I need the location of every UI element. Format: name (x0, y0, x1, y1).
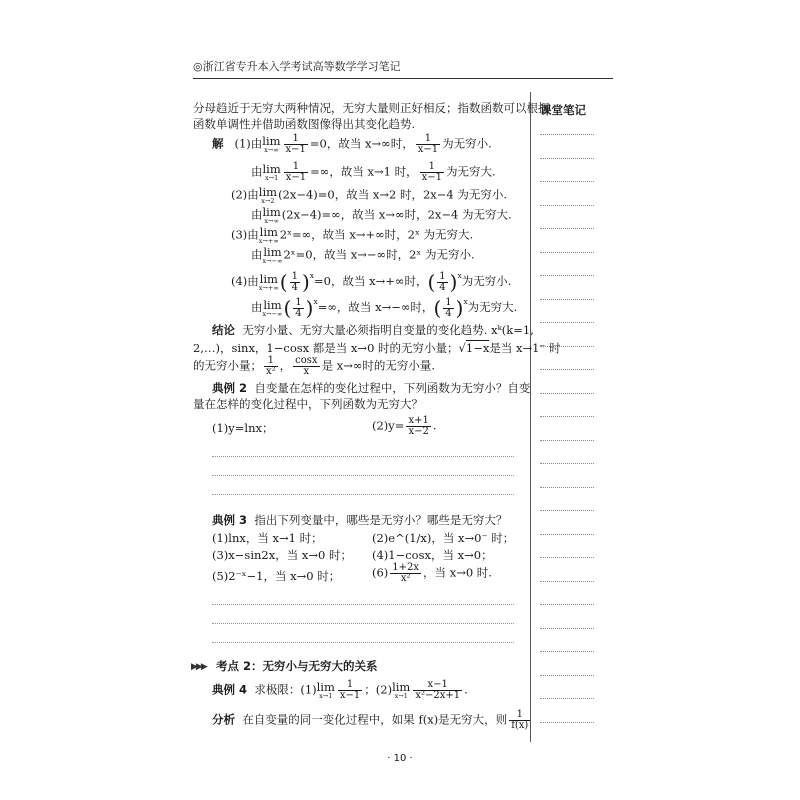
text: 2ˣ=0，故当 x→−∞时，2ˣ 为无穷小. (283, 247, 475, 262)
fraction: $\frac{1}{4}$ (445, 296, 452, 319)
note-line (540, 463, 594, 464)
example3-item-6 (372, 563, 492, 584)
sqrt-expression: 1−x (465, 341, 490, 355)
superscript: x (463, 297, 468, 306)
solution-line-3 (231, 186, 507, 205)
note-line (540, 416, 594, 417)
example4-label: 典例 4 (212, 682, 248, 697)
example2-item-2 (372, 416, 436, 437)
text: 无穷小量、无穷大量必须指明自变量的变化趋势. xᵏ(k=1, (242, 323, 534, 337)
text: 由 (251, 164, 263, 179)
solution-label: 解 (212, 136, 224, 151)
text: =∞，故当 x→1 时， (310, 164, 418, 179)
text: (3)由 (231, 227, 259, 242)
answer-line (212, 604, 514, 605)
text: (1)由 (234, 136, 263, 151)
solution-line-6 (251, 246, 475, 265)
text: (2)由 (231, 187, 259, 202)
text: (2)y= (372, 418, 405, 433)
note-line (540, 228, 594, 229)
text: 在自变量的同一变化过程中，如果 f(x)是无穷大，则 (242, 712, 508, 727)
limit-symbol: lim x→∞ (262, 134, 281, 154)
fraction: $\frac{x-1}{\text{x²−2x+1}}$ (415, 679, 461, 701)
note-line (540, 440, 594, 441)
limit-symbol: lim x→+∞ (258, 271, 279, 292)
text: 2,…)，sinx，1−cosx 都是当 x→0 时的无穷小量； (193, 341, 459, 355)
text: =0，故当 x→+∞时， (314, 274, 428, 288)
solution-line-7: (4)由 lim x→+∞ ( $\frac{1}{4}$ )$^x$=0，故当 x→+∞时，( $\frac{1}{4}$ )$^x$为无穷小. (231, 270, 512, 294)
example3-line-1 (212, 512, 507, 528)
limit-symbol: lim x→−∞ (262, 297, 283, 318)
example2-line-1 (212, 380, 530, 396)
solution-line-2 (251, 162, 496, 183)
text: (2x−4)=∞，故当 x→∞时，2x−4 为无穷大. (281, 207, 512, 222)
limit-symbol: lim x→1 (316, 680, 335, 700)
example3-label: 典例 3 (212, 513, 248, 527)
note-line (540, 369, 594, 370)
example3-item-3: (3)x−sin2x，当 x→0 时； (212, 548, 352, 562)
text: ，当 x→0 时. (423, 565, 492, 580)
text: 为无穷大. (467, 300, 518, 314)
note-line (540, 134, 594, 135)
text: 为无穷大. (446, 164, 496, 179)
solution-line-4 (251, 206, 512, 225)
text: 的无穷小量； (193, 358, 262, 373)
note-line (540, 722, 594, 723)
solution-line-1 (212, 134, 492, 155)
limit-symbol: lim x→1 (392, 680, 411, 700)
example3-item-2: (2)e^(1/x)，当 x→0⁻ 时； (372, 531, 515, 545)
example4-line (212, 680, 468, 701)
limit-symbol: lim x→∞ (262, 205, 281, 225)
note-line (540, 581, 594, 582)
text: . (464, 682, 468, 697)
answer-line (212, 494, 514, 495)
fraction: $\frac{1}{4}$ (439, 270, 446, 293)
fraction: $\frac{1+2x}{\text{x²}}$ (392, 562, 420, 584)
example2-line-2: 量在怎样的变化过程中，下列函数为无穷大？ (193, 397, 423, 411)
note-line (540, 604, 594, 605)
text: ， (279, 358, 292, 373)
analysis-line (212, 710, 532, 731)
note-line (540, 534, 594, 535)
text: 由 (251, 247, 263, 262)
text: 由 (251, 300, 263, 314)
analysis-label: 分析 (212, 712, 235, 727)
fraction: $\frac{1}{x-1}$ (421, 161, 443, 183)
text: =0，故当 x→∞时， (309, 136, 414, 151)
note-line (540, 205, 594, 206)
fraction: $\frac{x+1}{x-2}$ (408, 415, 429, 437)
answer-line (212, 642, 514, 643)
text: =∞，故当 x→−∞时， (317, 300, 434, 314)
superscript: x (457, 271, 462, 280)
example2-item-1: (1)y=lnx； (212, 421, 274, 435)
notes-title: 课堂笔记 (540, 103, 586, 117)
fraction: $\frac{1}{x-1}$ (285, 161, 307, 183)
note-line (540, 181, 594, 182)
solution-line-8: 由 lim x→−∞ ( $\frac{1}{4}$ )$^x$=∞，故当 x→−∞时，( $\frac{1}{4}$ )$^x$为无穷大. (251, 296, 518, 320)
conclusion-line-1 (212, 322, 534, 338)
text: 由 (251, 207, 263, 222)
note-line (540, 675, 594, 676)
fraction: $\frac{1}{4}$ (295, 296, 302, 319)
note-line (540, 651, 594, 652)
text: 自变量在怎样的变化过程中，下列函数为无穷小？自变 (254, 381, 531, 395)
fraction: $\frac{1}{4}$ (291, 270, 298, 293)
text: ；(2) (364, 682, 393, 697)
conclusion-line-3 (193, 356, 435, 377)
text: (6) (372, 565, 389, 580)
example3-item-4: (4)1−cosx，当 x→0； (372, 548, 493, 562)
note-line (540, 252, 594, 253)
running-header: ◎浙江省专升本入学考试高等数学学习笔记 (193, 60, 401, 73)
conclusion-line-2: 2,…)，sinx，1−cosx 都是当 x→0 时的无穷小量；√1−x是当 x→1⁻ 时 (193, 341, 561, 355)
note-line (540, 158, 594, 159)
intro-line-1: 分母趋近于无穷大两种情况，无穷大量则正好相反；指数函数可以根据 (193, 101, 550, 115)
conclusion-label: 结论 (212, 323, 235, 337)
solution-line-5 (231, 226, 473, 245)
notes-divider (530, 92, 531, 742)
fraction: $\frac{1}{f(x)}$ (511, 709, 529, 731)
text: . (432, 418, 437, 433)
answer-line (212, 623, 514, 624)
fraction: $\frac{1}{x-1}$ (339, 679, 361, 701)
intro-line-2: 函数单调性并借助函数图像得出其变化趋势. (193, 117, 416, 131)
note-line (540, 698, 594, 699)
note-line (540, 510, 594, 511)
fraction: $\frac{1}{x-1}$ (285, 133, 306, 155)
example3-item-1: (1)lnx，当 x→1 时； (212, 531, 323, 545)
limit-symbol: lim x→2 (258, 185, 278, 205)
note-line (540, 275, 594, 276)
note-line (540, 299, 594, 300)
fraction: $\frac{1}{x-1}$ (417, 133, 439, 155)
note-line (540, 322, 594, 323)
text: 2ˣ=∞，故当 x→+∞时，2ˣ 为无穷大. (279, 227, 474, 242)
note-line (540, 557, 594, 558)
superscript: x (309, 271, 315, 280)
fraction: $\frac{1}{\text{x²}}$ (266, 355, 276, 377)
note-line (540, 628, 594, 629)
limit-symbol: lim x→−∞ (262, 245, 283, 265)
text: 是当 x→1⁻ 时 (489, 341, 561, 355)
text: 指出下列变量中，哪些是无穷小？哪些是无穷大？ (254, 513, 508, 527)
answer-line (212, 475, 514, 476)
answer-line (212, 456, 514, 457)
text: (2x−4)=0，故当 x→2 时，2x−4 为无穷小. (278, 187, 508, 202)
section-title: 考点 2：无穷小与无穷大的关系 (216, 659, 378, 673)
text: 为无穷小. (442, 136, 492, 151)
text: 是 x→∞时的无穷小量. (321, 358, 436, 373)
text: 求极限：(1) (254, 682, 317, 697)
text: 为无穷小. (461, 274, 512, 288)
arrow-icon: ▶▶▶ (191, 662, 206, 672)
example3-item-5: (5)2⁻ˣ−1，当 x→0 时； (212, 569, 341, 583)
note-line (540, 487, 594, 488)
note-line (540, 393, 594, 394)
limit-symbol: lim x→+∞ (258, 225, 279, 245)
text: (4)由 (231, 274, 259, 288)
example2-label: 典例 2 (212, 381, 248, 395)
page-number: · 10 · (387, 753, 413, 764)
limit-symbol: lim x→1 (262, 162, 281, 182)
superscript: x (313, 297, 318, 306)
header-rule (193, 78, 613, 79)
fraction: $\frac{\cos x}{x}$ (295, 355, 318, 377)
